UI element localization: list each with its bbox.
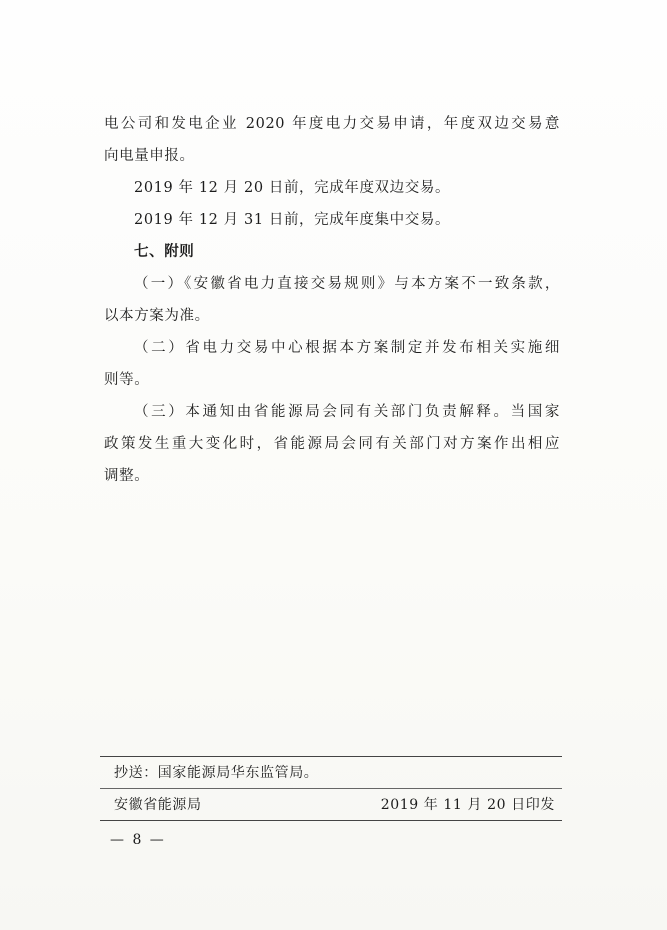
clause-3-line-1: （三）本通知由省能源局会同有关部门负责解释。当国家 [134, 404, 560, 420]
footer-divider-bottom [100, 820, 562, 821]
body-line-1: 电公司和发电企业 2020 年度电力交易申请，年度双边交易意 [104, 116, 560, 132]
clause-2-line-2: 则等。 [104, 372, 150, 388]
clause-1-line-1: （一）《安徽省电力直接交易规则》与本方案不一致条款， [134, 276, 560, 292]
issue-date: 2019 年 11 月 20 日印发 [380, 797, 555, 813]
document-body [104, 108, 560, 492]
clause-2-line-1: （二）省电力交易中心根据本方案制定并发布相关实施细 [134, 340, 560, 356]
issuing-authority: 安徽省能源局 [114, 797, 202, 813]
clause-3-line-2: 政策发生重大变化时，省能源局会同有关部门对方案作出相应 [104, 436, 560, 452]
schedule-line-bilateral: 2019 年 12 月 20 日前，完成年度双边交易。 [134, 180, 451, 196]
schedule-line-centralized: 2019 年 12 月 31 日前，完成年度集中交易。 [134, 212, 451, 228]
section-heading-supplementary: 七、附则 [134, 243, 195, 260]
footer-divider-middle [100, 788, 562, 789]
cc-recipients: 抄送：国家能源局华东监管局。 [114, 765, 319, 781]
clause-1-line-2: 以本方案为准。 [104, 308, 210, 324]
page-number: — 8 — [110, 832, 166, 848]
body-line-2: 向电量申报。 [104, 148, 195, 164]
clause-3-line-3: 调整。 [104, 468, 150, 484]
footer-divider-top [100, 756, 562, 757]
